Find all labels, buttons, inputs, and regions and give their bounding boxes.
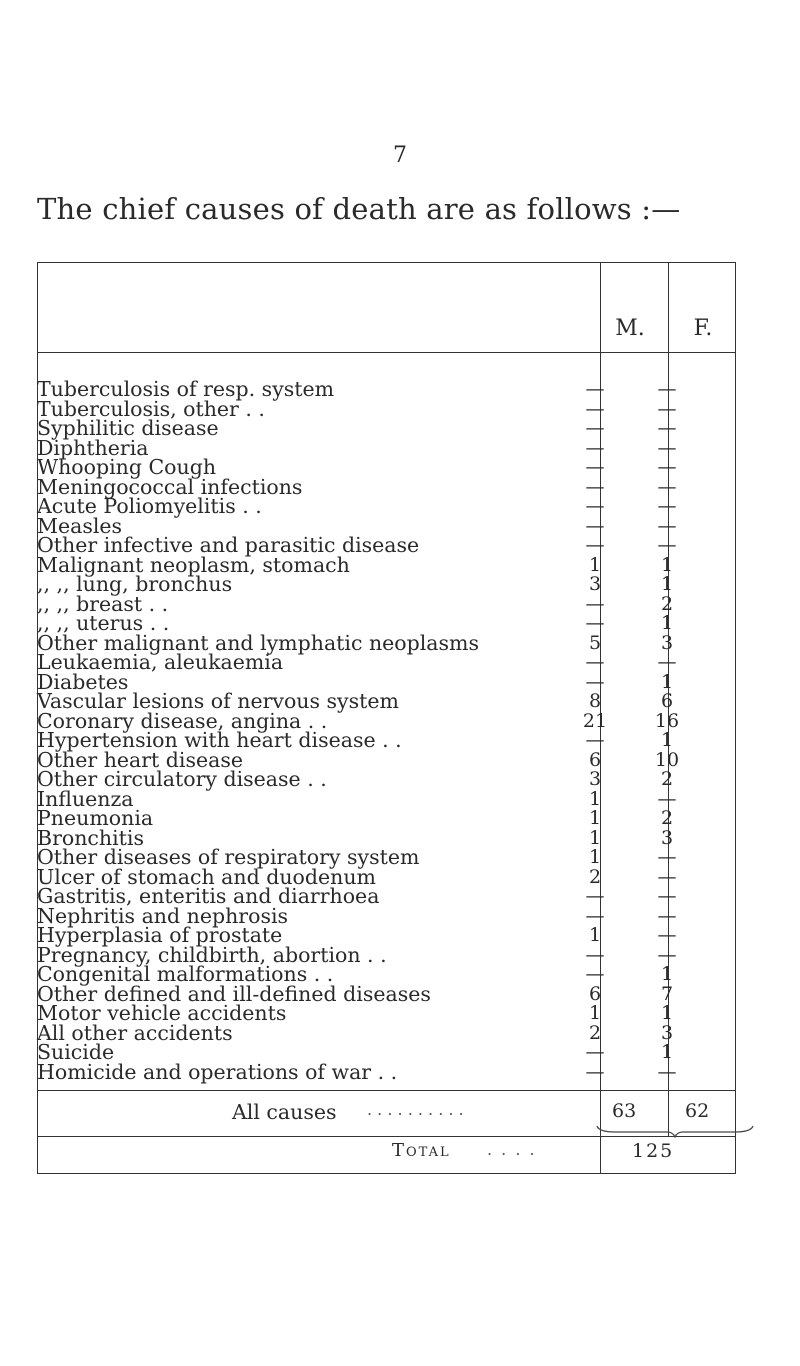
page-heading: The chief causes of death are as follows :— bbox=[37, 192, 681, 226]
female-count: — bbox=[657, 924, 677, 946]
column-header-f: F. bbox=[693, 316, 713, 341]
male-count: 1 bbox=[588, 846, 602, 868]
cause-label: Ulcer of stomach and duodenum bbox=[37, 864, 377, 889]
cause-label: ,, ,, breast . . bbox=[37, 591, 169, 616]
cause-label: Motor vehicle accidents bbox=[37, 1001, 287, 1025]
male-count: 6 bbox=[588, 748, 602, 771]
column-header-m: M. bbox=[615, 316, 645, 341]
cause-label: Other diseases of respiratory system bbox=[37, 845, 420, 869]
cause-label: Diabetes bbox=[37, 669, 129, 694]
female-count: — bbox=[657, 787, 677, 810]
female-count: — bbox=[657, 534, 677, 556]
male-count: — bbox=[585, 397, 605, 420]
female-count: 3 bbox=[660, 1021, 674, 1044]
male-count: — bbox=[585, 904, 605, 927]
all-causes-leader: . . . . . . . . . . bbox=[367, 1100, 464, 1119]
header-bottom-rule bbox=[37, 352, 736, 353]
female-count: 1 bbox=[660, 670, 674, 693]
male-count: 1 bbox=[588, 826, 602, 849]
female-count: 1 bbox=[660, 1002, 674, 1024]
cause-label: Hyperplasia of prostate bbox=[37, 923, 283, 947]
cause-label: Whooping Cough bbox=[37, 455, 217, 479]
cause-label: All other accidents bbox=[37, 1020, 233, 1045]
cause-label: Other heart disease bbox=[37, 747, 244, 772]
female-count: 2 bbox=[660, 807, 674, 829]
cause-label: Hypertension with heart disease . . bbox=[37, 728, 402, 752]
female-count: — bbox=[657, 846, 677, 868]
cause-label: Syphilitic disease bbox=[37, 416, 219, 440]
male-count: — bbox=[585, 670, 605, 693]
total-brace-icon bbox=[595, 1124, 755, 1138]
female-count: 1 bbox=[660, 612, 674, 634]
female-count: — bbox=[657, 456, 677, 478]
cause-label: Other defined and ill-defined diseases bbox=[37, 981, 431, 1006]
cause-label: Other circulatory disease . . bbox=[37, 767, 327, 791]
male-count: — bbox=[585, 514, 605, 537]
causes-of-death-table bbox=[37, 262, 736, 1364]
female-count: — bbox=[657, 495, 677, 517]
female-count: 3 bbox=[660, 631, 674, 654]
cause-label: ,, ,, uterus . . bbox=[37, 611, 170, 635]
total-label: Total bbox=[392, 1140, 451, 1161]
female-count: 1 bbox=[660, 553, 674, 576]
female-count: — bbox=[657, 1060, 677, 1083]
male-count: 8 bbox=[588, 690, 602, 712]
cause-label: Pneumonia bbox=[37, 806, 154, 830]
cause-label: Tuberculosis of resp. system bbox=[37, 377, 335, 401]
cause-label: Gastritis, enteritis and diarrhoea bbox=[37, 884, 380, 908]
male-count: — bbox=[585, 534, 605, 556]
male-count: 1 bbox=[588, 807, 602, 829]
female-count: — bbox=[657, 378, 677, 400]
female-count: — bbox=[657, 904, 677, 927]
cause-label: Bronchitis bbox=[37, 825, 144, 850]
male-count: — bbox=[585, 729, 605, 751]
cause-label: Malignant neoplasm, stomach bbox=[37, 552, 350, 577]
cause-label: Coronary disease, angina . . bbox=[37, 708, 328, 733]
female-count: 1 bbox=[660, 1041, 674, 1063]
female-count: 7 bbox=[660, 982, 674, 1005]
female-count: — bbox=[657, 865, 677, 888]
body-bottom-rule bbox=[37, 1090, 736, 1091]
male-count: 6 bbox=[588, 982, 602, 1005]
male-count: 2 bbox=[588, 1021, 602, 1044]
female-count: 16 bbox=[654, 709, 680, 732]
male-count: — bbox=[585, 612, 605, 634]
table-row bbox=[37, 1060, 736, 1084]
male-count: — bbox=[585, 943, 605, 966]
male-count: — bbox=[585, 417, 605, 439]
male-count: 21 bbox=[582, 709, 608, 732]
female-count: — bbox=[657, 397, 677, 420]
table-bottom-rule bbox=[37, 1173, 736, 1174]
table-top-rule bbox=[37, 262, 736, 263]
cause-label: Measles bbox=[37, 513, 123, 538]
male-count: 3 bbox=[588, 573, 602, 595]
cause-label: ,, ,, lung, bronchus bbox=[37, 572, 233, 596]
all-causes-f: 62 bbox=[685, 1100, 710, 1122]
male-count: — bbox=[585, 495, 605, 517]
male-count: — bbox=[585, 885, 605, 907]
female-count: 6 bbox=[660, 690, 674, 712]
cause-label: Tuberculosis, other . . bbox=[37, 396, 265, 421]
male-count: 1 bbox=[588, 787, 602, 810]
male-count: — bbox=[585, 1060, 605, 1083]
female-count: — bbox=[657, 436, 677, 459]
female-count: — bbox=[657, 885, 677, 907]
male-count: — bbox=[585, 456, 605, 478]
male-count: — bbox=[585, 436, 605, 459]
cause-label: Leukaemia, aleukaemia bbox=[37, 650, 284, 674]
all-causes-label: All causes bbox=[232, 1100, 337, 1124]
male-count: — bbox=[585, 592, 605, 615]
male-count: — bbox=[585, 475, 605, 498]
male-count: — bbox=[585, 1041, 605, 1063]
cause-label: Other malignant and lymphatic neoplasms bbox=[37, 630, 480, 655]
page-number: 7 bbox=[393, 143, 407, 168]
male-count: 1 bbox=[588, 924, 602, 946]
cause-label: Homicide and operations of war . . bbox=[37, 1059, 398, 1084]
female-count: — bbox=[657, 943, 677, 966]
female-count: 2 bbox=[660, 768, 674, 790]
female-count: 10 bbox=[654, 748, 680, 771]
female-count: — bbox=[657, 651, 677, 673]
male-count: — bbox=[585, 963, 605, 985]
cause-label: Suicide bbox=[37, 1040, 115, 1064]
female-count: 1 bbox=[660, 573, 674, 595]
male-count: 2 bbox=[588, 865, 602, 888]
male-count: — bbox=[585, 651, 605, 673]
male-count: 1 bbox=[588, 1002, 602, 1024]
total-row bbox=[37, 1140, 736, 1170]
female-count: — bbox=[657, 417, 677, 439]
male-count: — bbox=[585, 378, 605, 400]
total-leader: . . . . bbox=[487, 1140, 537, 1159]
cause-label: Nephritis and nephrosis bbox=[37, 903, 289, 928]
total-value: 125 bbox=[632, 1140, 675, 1162]
female-count: 2 bbox=[660, 592, 674, 615]
cause-label: Pregnancy, childbirth, abortion . . bbox=[37, 942, 387, 967]
cause-label: Diphtheria bbox=[37, 435, 149, 460]
female-count: 1 bbox=[660, 729, 674, 751]
male-count: 3 bbox=[588, 768, 602, 790]
male-count: 1 bbox=[588, 553, 602, 576]
cause-label: Meningococcal infections bbox=[37, 474, 303, 499]
cause-label: Vascular lesions of nervous system bbox=[37, 689, 399, 713]
female-count: — bbox=[657, 514, 677, 537]
male-count: 5 bbox=[588, 631, 602, 654]
cause-label: Acute Poliomyelitis . . bbox=[37, 494, 262, 518]
female-count: — bbox=[657, 475, 677, 498]
female-count: 1 bbox=[660, 963, 674, 985]
cause-label: Congenital malformations . . bbox=[37, 962, 334, 986]
all-causes-m: 63 bbox=[612, 1100, 637, 1122]
cause-label: Other infective and parasitic disease bbox=[37, 533, 420, 557]
cause-label: Influenza bbox=[37, 786, 134, 811]
female-count: 3 bbox=[660, 826, 674, 849]
